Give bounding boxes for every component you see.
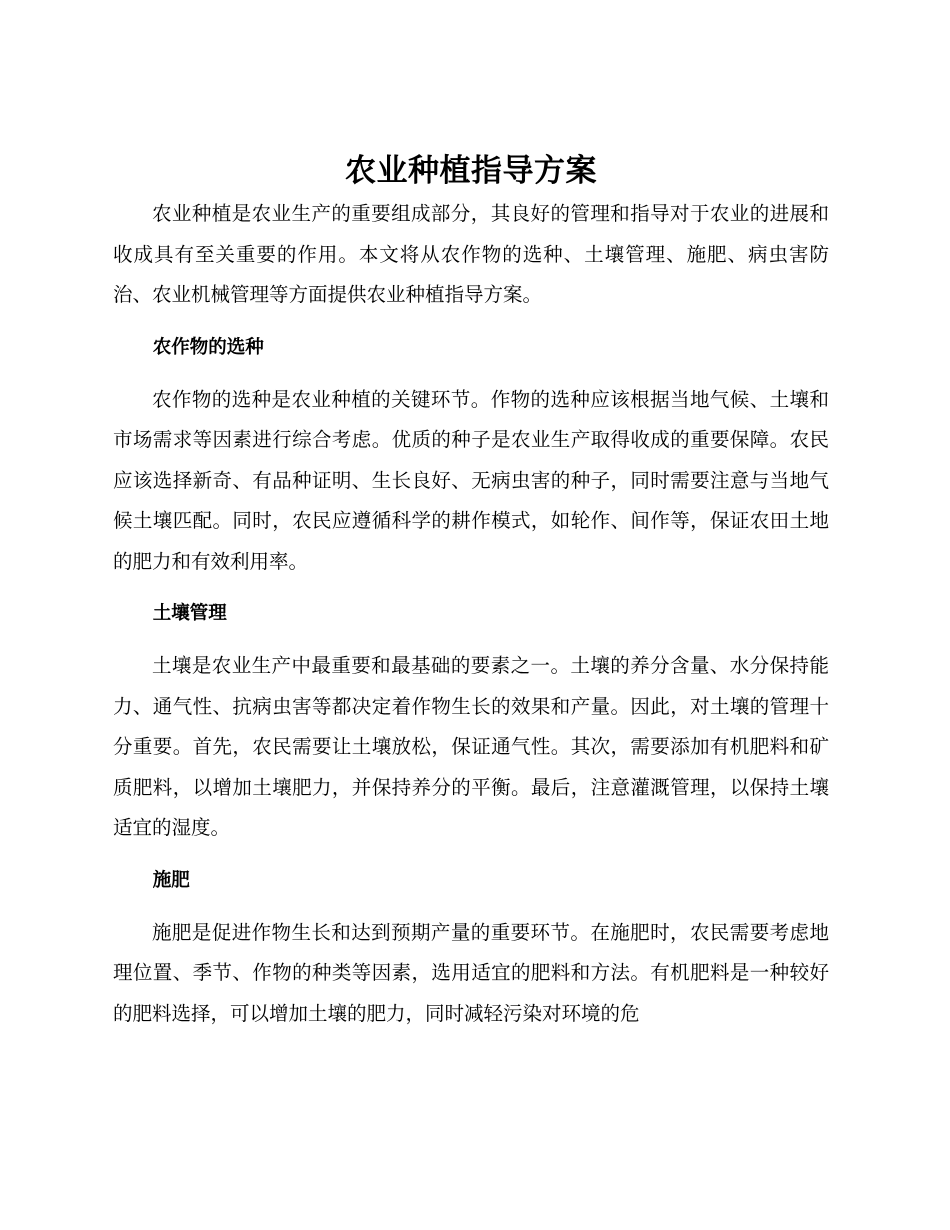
document-title: 农业种植指导方案: [345, 153, 597, 189]
section-heading-soil-management: 土壤管理: [152, 603, 227, 624]
section-body-crop-selection: 农作物的选种是农业种植的关键环节。作物的选种应该根据当地气候、土壤和市场需求等因素进行综合考虑。优质的种子是农业生产取得收成的重要保障。农民应该选择新奇、有品种证明、生长良好、无病虫害的种子，同时需要注意与当地气候土壤匹配。同时，农民应遵循科学的耕作模式，如轮作、间作等，保证农田土地的肥力和有效利用率。: [113, 387, 829, 573]
section-body-soil-management: 土壤是农业生产中最重要和最基础的要素之一。土壤的养分含量、水分保持能力、通气性、抗病虫害等都决定着作物生长的效果和产量。因此，对土壤的管理十分重要。首先，农民需要让土壤放松，保证通气性。其次，需要添加有机肥料和矿质肥料，以增加土壤肥力，并保持养分的平衡。最后，注意灌溉管理，以保持土壤适宜的湿度。: [113, 654, 829, 839]
document-content: [113, 150, 829, 1034]
intro-paragraph: 农业种植是农业生产的重要组成部分，其良好的管理和指导对于农业的进展和收成具有至关重要的作用。本文将从农作物的选种、土壤管理、施肥、病虫害防治、农业机械管理等方面提供农业种植指导方案。: [113, 202, 829, 306]
section-heading-fertilization: 施肥: [152, 869, 190, 891]
section-heading-crop-selection: 农作物的选种: [152, 336, 264, 358]
section-body-fertilization: 施肥是促进作物生长和达到预期产量的重要环节。在施肥时，农民需要考虑地理位置、季节、作物的种类等因素，选用适宜的肥料和方法。有机肥料是一种较好的肥料选择，可以增加土壤的肥力，同时减轻污染对环境的危: [113, 920, 829, 1025]
